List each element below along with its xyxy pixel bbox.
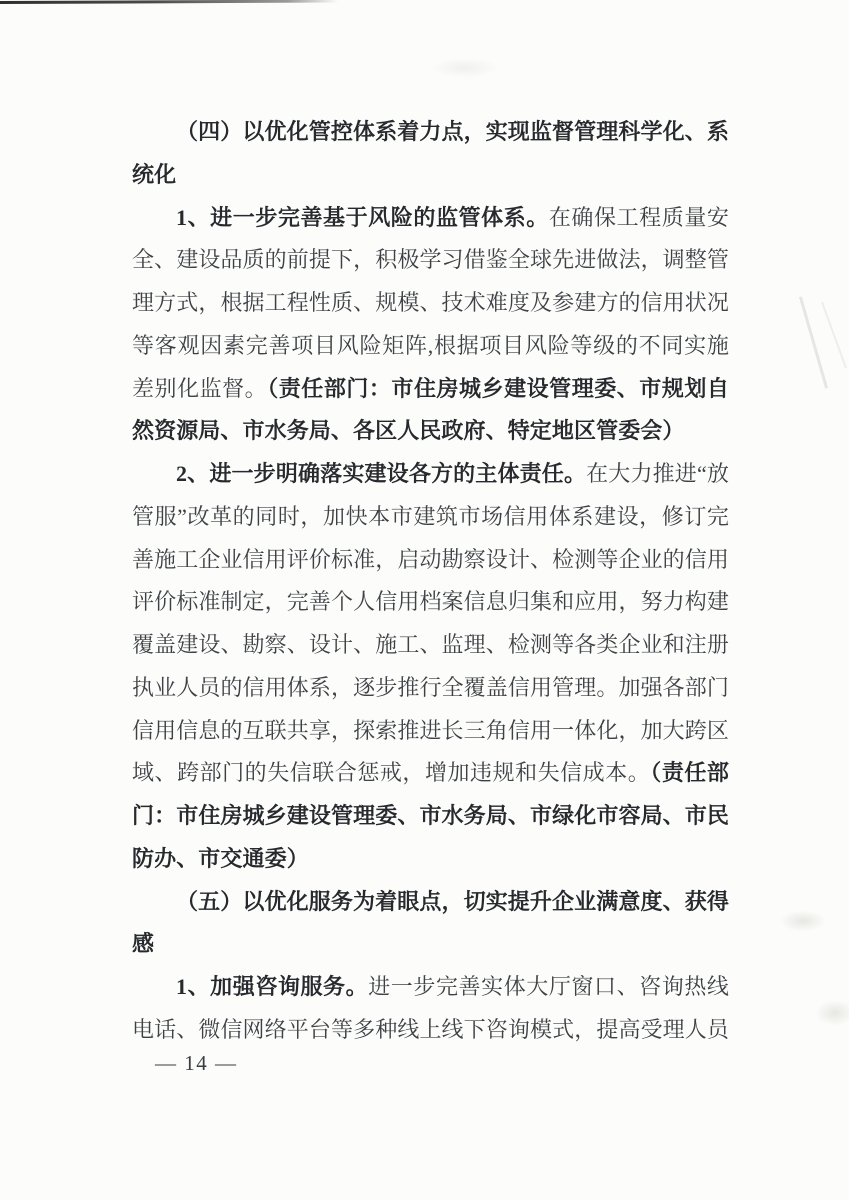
- text-line: [132, 368, 729, 411]
- body-text: 信用信息的互联共享，探索推进长三角信用一体化，加大跨区: [132, 717, 729, 743]
- scan-edge-artifact: [0, 0, 338, 4]
- responsible-depts-text: （责任部门：市住房城乡建设管理委、市规划自: [267, 375, 729, 401]
- heading-text: 统化: [132, 161, 177, 187]
- text-line: [132, 795, 729, 838]
- body-text: 域、跨部门的失信联合惩戒，增加违规和失信成本。: [132, 760, 651, 786]
- body-text: 覆盖建设、勘察、设计、施工、监理、检测等各类企业和注册: [132, 632, 729, 657]
- heading-text: （四）以优化管控体系着力点，实现监督管理科学化、系: [176, 119, 729, 144]
- heading-text: 感: [132, 931, 155, 957]
- text-line: [132, 752, 729, 795]
- section-heading-line: [132, 111, 729, 154]
- text-line: [132, 539, 729, 582]
- text-line: [132, 838, 729, 881]
- text-line: [132, 325, 729, 368]
- body-text: 理方式，根据工程性质、规模、技术难度及参建方的信用状况: [132, 290, 729, 315]
- section-heading-line: [132, 154, 729, 197]
- item-title-text: 1、加强咨询服务。: [176, 974, 369, 999]
- body-text: 善施工企业信用评价标准，启动勘察设计、检测等企业的信用: [132, 546, 729, 572]
- text-line: [132, 410, 729, 453]
- text-line: [132, 966, 729, 1009]
- body-text: 管服”改革的同时，加快本市建筑市场信用体系建设，修订完: [132, 503, 729, 529]
- body-text: 执业人员的信用体系，逐步推行全覆盖信用管理。加强各部门: [132, 674, 729, 700]
- responsible-depts-text: （责任部: [650, 760, 729, 786]
- body-text: 全、建设品质的前提下，积极学习借鉴全球先进做法，调整管: [132, 247, 729, 273]
- scan-streak-artifact: [821, 302, 847, 368]
- text-line: [132, 239, 729, 282]
- section-heading-line: [132, 881, 729, 924]
- responsible-depts-text: 然资源局、市水务局、各区人民政府、特定地区管委会）: [132, 418, 685, 444]
- responsible-depts-text: 门：市住房城乡建设管理委、市水务局、市绿化市容局、市民: [132, 803, 729, 828]
- heading-text: （五）以优化服务为着眼点，切实提升企业满意度、获得: [176, 888, 729, 914]
- text-line: [132, 282, 729, 325]
- item-title-text: 2、进一步明确落实建设各方的主体责任。: [176, 461, 587, 486]
- text-line: [132, 496, 729, 539]
- page-number: — 14 —: [155, 1051, 238, 1075]
- body-text: 进一步完善实体大厅窗口、咨询热线: [368, 974, 729, 999]
- body-text: 在大力推进“放: [586, 461, 729, 486]
- item-title-text: 1、进一步完善基于风险的监管体系。: [176, 204, 549, 230]
- body-text: 在确保工程质量安: [548, 204, 729, 230]
- body-text: 评价标准制定，完善个人信用档案信息归集和应用，努力构建: [132, 589, 729, 615]
- scan-smudge: [430, 58, 500, 78]
- text-block: [132, 111, 729, 1052]
- text-line: [132, 453, 729, 496]
- text-line: [132, 667, 729, 710]
- text-line: [132, 1009, 729, 1052]
- text-line: [132, 624, 729, 667]
- scan-smudge: [780, 910, 826, 932]
- section-heading-line: [132, 923, 729, 966]
- body-text: 差别化监督。: [132, 375, 268, 401]
- scan-smudge: [815, 1000, 849, 1026]
- body-text: 电话、微信网络平台等多种线上线下咨询模式，提高受理人员: [132, 1016, 729, 1042]
- body-text: 等客观因素完善项目风险矩阵,根据项目风险等级的不同实施: [132, 332, 729, 358]
- text-line: [132, 581, 729, 624]
- text-line: [132, 710, 729, 753]
- text-line: [132, 197, 729, 240]
- responsible-depts-text: 防办、市交通委）: [132, 845, 309, 871]
